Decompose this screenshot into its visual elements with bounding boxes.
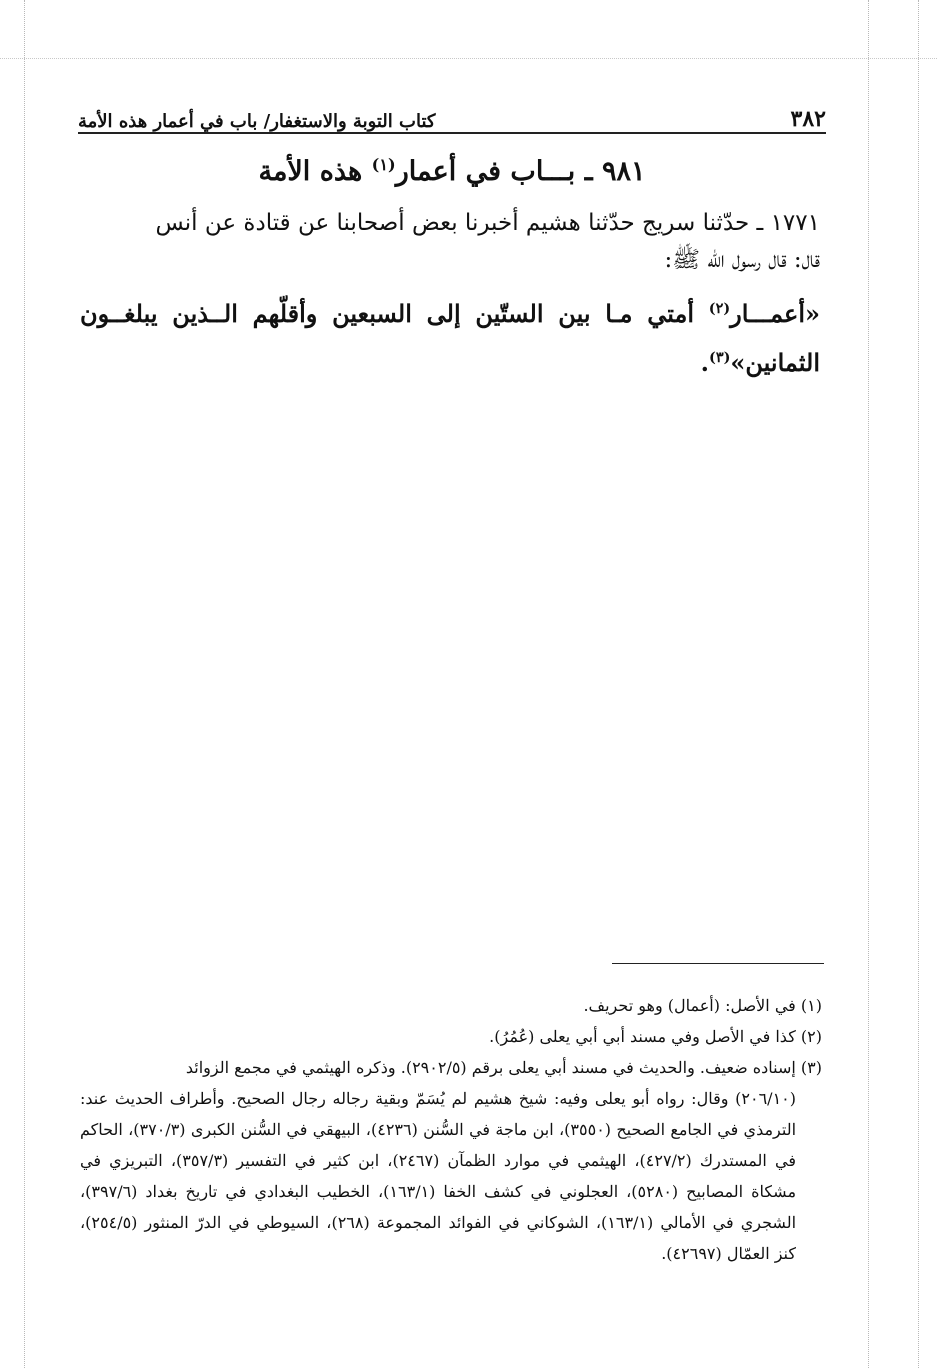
chapter-title	[78, 155, 826, 187]
chapter-title-suffix: هذه الأمة	[258, 156, 363, 187]
running-title: كتاب التوبة والاستغفار/ باب في أعمار هذه الأمة	[78, 111, 436, 132]
footnote-label: (٢)	[800, 1027, 822, 1046]
footnote-1	[80, 990, 822, 1021]
scan-guide-line-right	[918, 0, 919, 1368]
hadith-text	[80, 287, 820, 385]
footnote-text: في الأصل: (أعمال) وهو تحريف.	[583, 996, 796, 1015]
scan-guide-line-left	[24, 0, 25, 1368]
footnote-label: (٣)	[800, 1058, 822, 1077]
scan-guide-line-inner	[868, 0, 869, 1368]
hadith-isnad: ١٧٧١ ـ حدّثنا سريج حدّثنا هشيم أخبرنا بعض أصحابنا عن قتادة عن أنس	[155, 210, 820, 236]
scan-guide-line-top	[0, 58, 937, 59]
footnote-text: (٢٠٦/١٠) وقال: رواه أبو يعلى وفيه: شيخ هشيم لم يُسَمّ وبقية رجاله رجال الصحيح. وأطراف الحديث عند: الترمذي في الجامع الصحيح (٣٥٥٠)، ابن ماجة في السُّنن (٤٢٣٦)، البيهقي في السُّنن الكبرى (٣٧٠/٣)، الحاكم في المستدرك (٤٢٧/٢)، الهيثمي في موارد الظمآن (٢٤٦٧)، ابن كثير في التفسير (٣٥٧/٣)، التبريزي في مشكاة المصابيح (٥٢٨٠)، العجلوني في كشف الخفا (١٦٣/١)، الخطيب البغدادي في تاريخ بغداد (٣٩٧/٦)، الشجري في الأمالي (١٦٣/١)، الشوكاني في الفوائد المجموعة (٢٦٨)، السيوطي في الدرّ المنثور (٢٥٤/٥)، كنز العمّال (٤٢٦٩٧).	[80, 1089, 797, 1263]
hadith-block	[80, 205, 820, 385]
hadith-note-ref-2: (٣)	[709, 349, 731, 366]
hadith-note-ref-1: (٢)	[708, 300, 731, 317]
page-number: ٣٨٢	[790, 106, 826, 132]
hadith-text-part2: أمتي مـا بين الستّين إلى السبعين وأقلّهم الــذين يبلغــون الثمانين»	[80, 299, 820, 377]
footnote-3	[80, 1052, 822, 1269]
footnote-label: (١)	[800, 996, 822, 1015]
footnote-text: كذا في الأصل وفي مسند أبي أبي يعلى (عُمُرُ).	[489, 1027, 796, 1046]
hadith-end: .	[700, 348, 710, 377]
footnote-separator	[612, 963, 824, 964]
footnote-3-first-line	[80, 1052, 822, 1083]
hadith-text-part1: «أعمـــار	[730, 299, 821, 328]
hadith-saying-intro: قال: قال رسول الله ﷺ:	[664, 247, 820, 273]
footnote-text-first-line: إسناده ضعيف. والحديث في مسند أبي يعلى برقم (٢٩٠٢/٥). وذكره الهيثمي في مجمع الزوائد	[185, 1058, 796, 1077]
page-header	[78, 98, 826, 134]
footnotes	[80, 990, 822, 1269]
chapter-title-prefix: ٩٨١ ـ بـــاب في أعمار	[395, 156, 646, 187]
chapter-note-ref: (١)	[371, 155, 396, 174]
footnote-2	[80, 1021, 822, 1052]
